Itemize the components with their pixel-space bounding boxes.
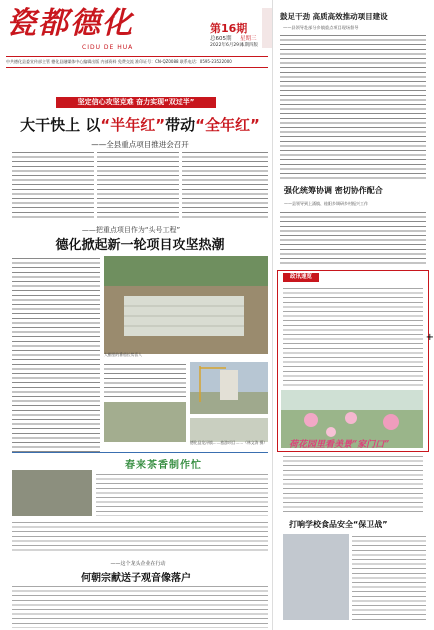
masthead-pinyin: CIDU DE HUA (82, 44, 134, 51)
main-headline (12, 114, 268, 135)
right-story-3-text (352, 534, 426, 620)
right-subhead-1: ——县领导赴部分乡镇重点项目现场督导 (283, 25, 359, 30)
main-subhead: ——全县重点项目推进会召开 (91, 140, 189, 149)
main-headline-red1: “半年红” (100, 116, 166, 134)
right-headline-3: 打响学校食品安全“保卫战” (289, 520, 388, 529)
construction-illustration (190, 362, 268, 414)
main-headline-red2: “全年红” (195, 116, 260, 134)
weekday: 星期三 (240, 36, 257, 42)
lotus-photo-title: 荷花园里看美景“家门口” (289, 440, 390, 450)
farm-photo-illustration (104, 256, 268, 354)
main-story-banner: 坚定信心攻坚克难 奋力实现“双过半” (56, 97, 216, 108)
bottom-story-kicker: ——这个龙头企业在行动 (110, 561, 166, 567)
right-story-1-text (280, 33, 426, 181)
bottom-story-text (12, 584, 268, 628)
site-photo-left (104, 402, 186, 442)
bottom-photo-caption: 德化县龙浔镇……旅游项目……（林文涛 摄） (190, 440, 268, 445)
farm-greenhouse-photo (104, 256, 268, 354)
tea-section-title: 春来茶香制作忙 (125, 460, 202, 471)
construction-photo (190, 362, 268, 414)
masthead-info-strip: 中共德化县委宣传部主管 德化县融媒体中心编辑出版 内部资料 免费交流 准印证号：CN-QZ0088 联系电话：0595-23522000 (6, 56, 268, 68)
site-photo-right (190, 418, 268, 442)
masthead-ornament (262, 8, 272, 48)
main-headline-mid: 带动 (165, 116, 196, 134)
farm-photo-caption: 大棚里的番茄长势喜人 (104, 352, 142, 357)
edition-number: 第16期 (210, 22, 248, 35)
bottom-story-headline: 何朝宗献送子观音像落户 (81, 573, 191, 584)
main-story-text-col2 (97, 150, 179, 220)
second-story-text-left (12, 256, 100, 452)
column-divider (272, 0, 273, 630)
lotus-story-text (283, 454, 423, 512)
section-divider (12, 452, 268, 453)
school-food-safety-photo (283, 534, 349, 620)
main-story-text-col1 (12, 150, 94, 220)
right-headline-1: 鼓足干劲 高质高效推动项目建设 (280, 12, 388, 21)
tea-story-text (96, 472, 268, 516)
right-subhead-2: ——县领导到上涌镇、桂阳乡调研乡村振兴工作 (284, 201, 368, 206)
right-story-2-text (280, 210, 426, 266)
page-count: 本期四版 (240, 43, 258, 48)
registration-mark: + (425, 332, 434, 343)
tea-workshop-photo (12, 470, 92, 516)
main-story-text-col3 (182, 150, 268, 220)
policy-news-label: 政讯速览 (283, 273, 319, 282)
issue-number: 总605期 (210, 36, 232, 42)
tea-story-text-2 (12, 520, 268, 554)
second-story-headline: 德化掀起新一轮项目攻坚热潮 (55, 238, 225, 253)
masthead-title: 瓷都德化 (6, 6, 134, 41)
right-headline-2: 强化统筹协调 密切协作配合 (284, 186, 383, 195)
second-story-text-mid (104, 362, 186, 398)
main-headline-prefix: 大干快上 以 (20, 116, 101, 134)
second-story-kicker: ——把重点项目作为“头号工程” (81, 226, 181, 234)
publish-date: 2022年6月29日 (210, 43, 244, 48)
policy-news-text (283, 286, 423, 386)
